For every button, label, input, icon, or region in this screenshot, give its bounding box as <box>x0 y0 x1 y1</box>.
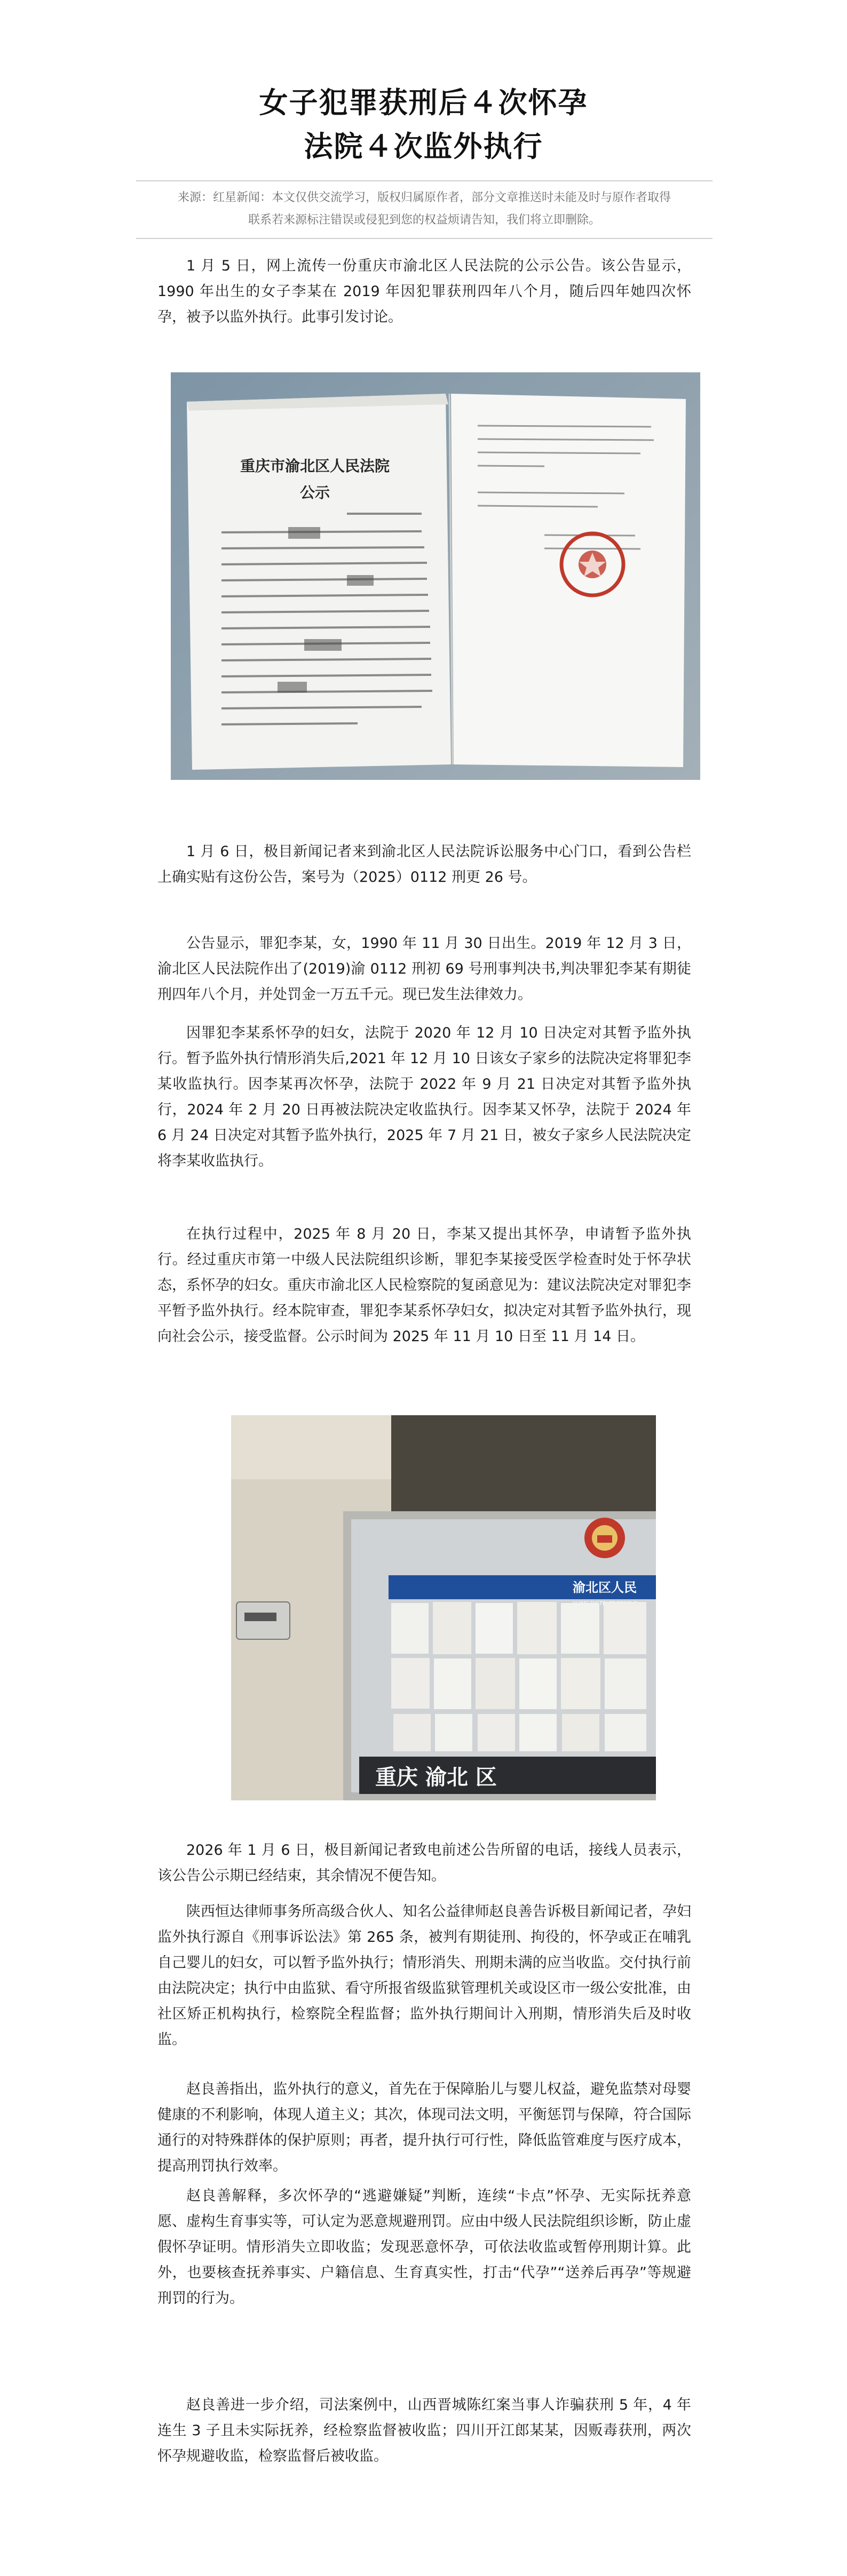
notice-heading: 公示 <box>299 484 330 501</box>
switch-box-icon <box>236 1602 290 1639</box>
paragraph-8: 赵良善指出，监外执行的意义，首先在于保障胎儿与婴儿权益，避免监禁对母婴健康的不利影响，体现人道主义；其次，体现司法文明，平衡惩罚与保障，符合国际通行的对特殊群体的保护原则；再者，提升执行可行性，降低监管难度与医疗成本，提高刑罚执行效率。 <box>157 2081 691 2174</box>
source-note-line1: 来源：红星新闻：本文仅供交流学习，版权归属原作者，部分文章推送时未能及时与原作者取得 <box>177 191 671 204</box>
paragraph-6: 2026 年 1 月 6 日，极目新闻记者致电前述公告所留的电话，接线人员表示，该公告公示期已经结束，其余情况不便告知。 <box>157 1842 691 1884</box>
paragraph-3: 公告显示，罪犯李某，女，1990 年 11 月 30 日出生。2019 年 12 月 3 日，渝北区人民法院作出了(2019)渝 0112 刑初 69 号刑事判决书,判决罪犯李某有期徒刑四年八个月，并处罚金一万五千元。现已发生法律效力。 <box>157 935 691 1003</box>
paragraph-4: 因罪犯李某系怀孕的妇女，法院于 2020 年 12 月 10 日决定对其暂予监外执行。暂予监外执行情形消失后,2021 年 12 月 10 日该女子家乡的法院决定将罪犯李某收监执行。因李某再次怀孕，法院于 2022 年 9 月 21 日决定对其暂予监外执行，2024 年 2 月 20 日再被法院决定收监执行。因李某又怀孕，法院于 2024 年 6 月 24 日决定对其暂予监外执行，2025 年 7 月 21 日，被女子家乡人民法院决定将李某收监执行。 <box>157 1025 691 1169</box>
paragraph-7: 陕西恒达律师事务所高级合伙人、知名公益律师赵良善告诉极目新闻记者，孕妇监外执行源自《刑事诉讼法》第 265 条，被判有期徒刑、拘役的，怀孕或正在哺乳自己婴儿的妇女，可以暂予监外执行；情形消失、刑期未满的应当收监。交付执行前由法院决定；执行中由监狱、看守所报省级监狱管理机关或设区市一级公安批准，由社区矫正机构执行，检察院全程监督；监外执行期间计入刑期，情形消失后及时收监。 <box>157 1903 691 2048</box>
article-title-line2: 法院４次监外执行 <box>304 130 543 163</box>
source-note <box>136 187 713 232</box>
bulletin-board-photo <box>231 1415 656 1800</box>
board-sign-english: DISTRICT <box>590 1601 615 1607</box>
paragraph-5: 在执行过程中，2025 年 8 月 20 日，李某又提出其怀孕，申请暂予监外执行。经过重庆市第一中级人民法院组织诊断，罪犯李某接受医学检查时处于怀孕状态，系怀孕的妇女。重庆市渝北区人民检察院的复函意见为：建议法院决定对罪犯李平暂予监外执行。经本院审查，罪犯李某系怀孕妇女，拟决定对其暂予监外执行，现向社会公示，接受监督。公示时间为 2025 年 11 月 10 日至 11 月 14 日。 <box>157 1226 691 1345</box>
notice-court-name: 重庆市渝北区人民法院 <box>240 457 390 475</box>
paragraph-9: 赵良善解释，多次怀孕的“逃避嫌疑”判断，连续“卡点”怀孕、无实际抚养意愿、虚构生育事实等，可认定为恶意规避刑罚。应由中级人民法院组织诊断，防止虚假怀孕证明。情形消失立即收监；发现恶意怀孕，可依法收监或暂停刑期计算。此外，也要核查抚养事实、户籍信息、生育真实性，打击“代孕”“送养后再孕”等规避刑罚的行为。 <box>157 2188 691 2307</box>
divider-bottom <box>136 238 713 239</box>
source-note-line2: 联系若来源标注错误或侵犯到您的权益烦请告知，我们将立即删除。 <box>248 213 600 227</box>
article-title-line1: 女子犯罪获刑后４次怀孕 <box>259 86 588 119</box>
paragraph-2: 1 月 6 日，极目新闻记者来到渝北区人民法院诉讼服务中心门口，看到公告栏上确实贴有这份公告，案号为（2025）0112 刑更 26 号。 <box>157 843 691 886</box>
divider-top <box>136 180 713 181</box>
paragraph-10: 赵良善进一步介绍，司法案例中，山西晋城陈红案当事人诈骗获刑 5 年，4 年连生 3 子且未实际抚养，经检察监督被收监；四川开江郎某某，因贩毒获刑，两次怀孕规避收监，检察监督后被收监。 <box>157 2397 691 2465</box>
court-emblem-icon <box>584 1518 625 1558</box>
board-sign-text: 渝北区人民 <box>573 1580 637 1595</box>
paragraph-1: 1 月 5 日，网上流传一份重庆市渝北区人民法院的公示公告。该公告显示，1990 年出生的女子李某在 2019 年因犯罪获刑四年八个月，随后四年她四次怀孕，被予以监外执行。此事引发讨论。 <box>157 258 691 325</box>
wall-characters: 重庆 渝北 区 <box>375 1765 497 1790</box>
court-notice-photo <box>171 372 700 780</box>
